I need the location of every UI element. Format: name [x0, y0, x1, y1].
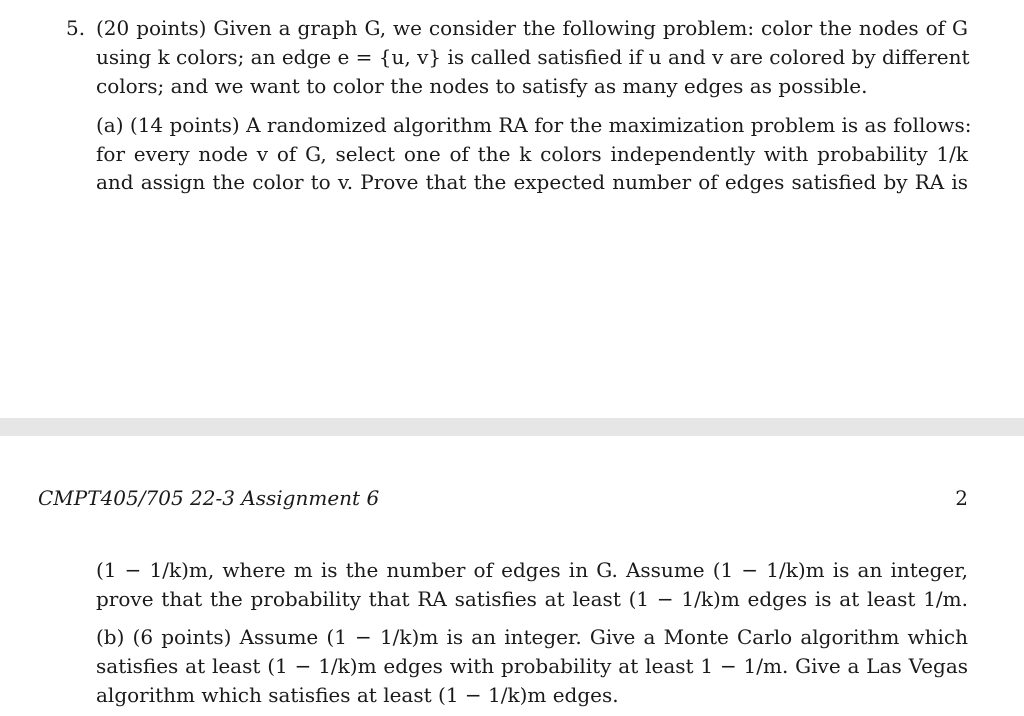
part-b-line-3: algorithm which satisfies at least (1 − 1/k)m edges. [96, 683, 619, 707]
problem-number: 5. [66, 16, 86, 40]
running-header-title: CMPT405/705 22-3 Assignment 6 [38, 486, 380, 510]
page-separator [0, 418, 1024, 436]
part-a-continuation-line-2: prove that the probability that RA satisfies at least (1 − 1/k)m edges is at least 1/m. [96, 587, 968, 611]
page-2-top-section [0, 436, 1024, 716]
page-number: 2 [955, 486, 968, 510]
part-a-line-2: for every node v of G, select one of the k colors independently with probability 1/k [96, 142, 968, 166]
part-a-line-3: and assign the color to v. Prove that the expected number of edges satisfied by RA is [96, 170, 968, 194]
part-a-continuation-line-1: (1 − 1/k)m, where m is the number of edges in G. Assume (1 − 1/k)m is an integer, [96, 558, 968, 582]
part-a-line-1: (a) (14 points) A randomized algorithm RA for the maximization problem is as follows: [96, 113, 972, 137]
part-b-line-2: satisfies at least (1 − 1/k)m edges with probability at least 1 − 1/m. Give a Las Vegas [96, 654, 968, 678]
problem-text-line-1: (20 points) Given a graph G, we consider the following problem: color the nodes of G [96, 16, 968, 40]
problem-text-line-3: colors; and we want to color the nodes to satisfy as many edges as possible. [96, 74, 868, 98]
part-b-line-1: (b) (6 points) Assume (1 − 1/k)m is an integer. Give a Monte Carlo algorithm which [96, 625, 968, 649]
problem-text-line-2: using k colors; an edge e = {u, v} is called satisfied if u and v are colored by different [96, 45, 970, 69]
